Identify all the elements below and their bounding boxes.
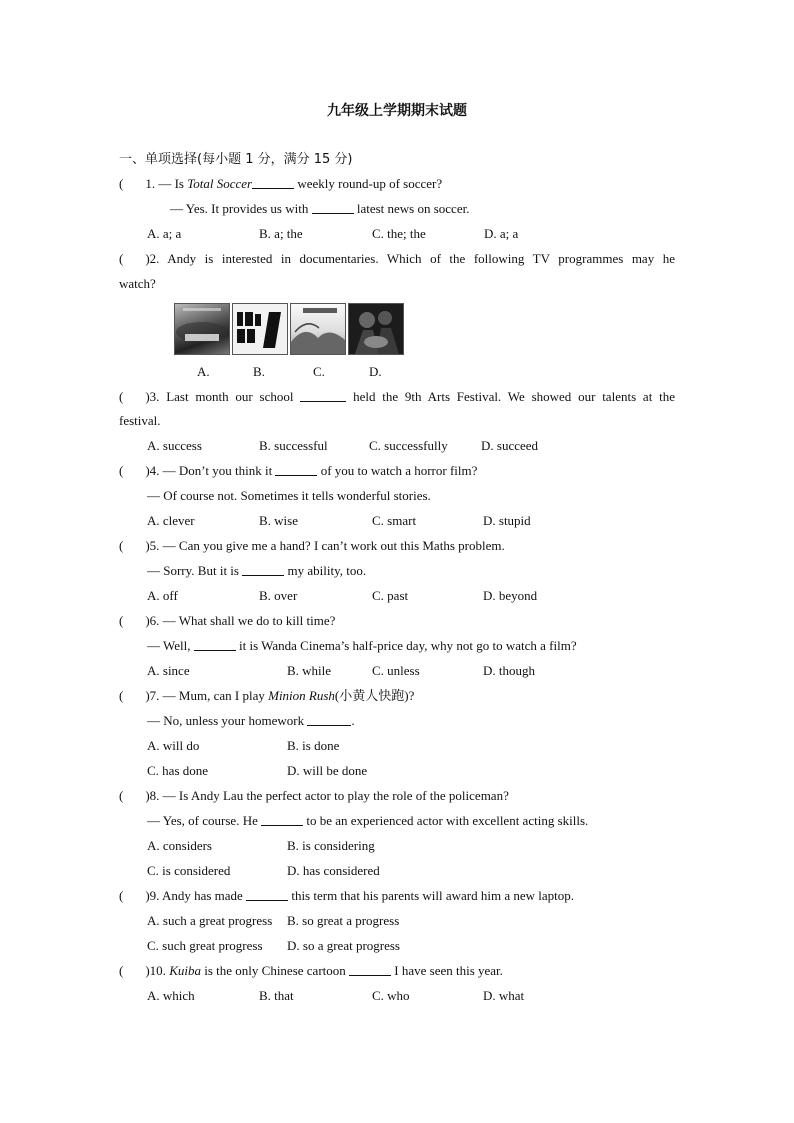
question-8-line-2: — Yes, of course. He to be an experienced actor with excellent acting skills. (147, 813, 589, 828)
image-label-d: D. (369, 364, 382, 379)
question-3: ( )3. Last month our school held the 9th Arts Festival. We showed our talents at the (119, 389, 675, 404)
question-1-line-2: — Yes. It provides us with latest news on soccer. (170, 201, 470, 216)
program-image-d[interactable] (348, 303, 404, 355)
program-image-c[interactable] (290, 303, 346, 355)
option-c[interactable]: C. successfully (369, 438, 448, 453)
question-7: ( )7. — Mum, can I play Minion Rush(小黄人快跑)? (119, 688, 415, 703)
answer-blank (194, 638, 236, 651)
page-title: 九年级上学期期末试题 (327, 103, 467, 119)
option-b[interactable]: B. a; the (259, 226, 303, 241)
question-1: ( 1. — Is Total Soccer weekly round-up of soccer? (119, 176, 443, 191)
option-b[interactable]: B. that (259, 988, 294, 1003)
question-5-line-2: — Sorry. But it is my ability, too. (147, 563, 367, 578)
answer-blank (275, 463, 317, 476)
option-b[interactable]: B. is done (287, 738, 340, 753)
image-label-b: B. (253, 364, 265, 379)
option-c[interactable]: C. such great progress (147, 938, 263, 953)
question-4: ( )4. — Don’t you think it of you to watch a horror film? (119, 463, 478, 478)
answer-blank (261, 813, 303, 826)
option-b[interactable]: B. is considering (287, 838, 375, 853)
answer-blank (300, 389, 346, 402)
option-b[interactable]: B. so great a progress (287, 913, 400, 928)
image-label-c: C. (313, 364, 325, 379)
option-a[interactable]: A. off (147, 588, 178, 603)
question-6-line-2: — Well, it is Wanda Cinema’s half-price day, why not go to watch a film? (147, 638, 577, 653)
question-7-line-2: — No, unless your homework . (147, 713, 355, 728)
option-a[interactable]: A. success (147, 438, 202, 453)
answer-blank (246, 888, 288, 901)
option-c[interactable]: C. past (372, 588, 409, 603)
question-6: ( )6. — What shall we do to kill time? (119, 613, 336, 628)
option-a[interactable]: A. which (147, 988, 195, 1003)
question-9: ( )9. Andy has made this term that his parents will award him a new laptop. (119, 888, 575, 903)
option-d[interactable]: D. beyond (483, 588, 538, 603)
answer-paren: ( (119, 176, 124, 191)
question-5: ( )5. — Can you give me a hand? I can’t work out this Maths problem. (119, 538, 505, 553)
option-c[interactable]: C. is considered (147, 863, 231, 878)
option-d[interactable]: D. will be done (287, 763, 368, 778)
option-a[interactable]: A. such a great progress (147, 913, 273, 928)
option-d[interactable]: D. though (483, 663, 535, 678)
option-b[interactable]: B. successful (259, 438, 328, 453)
question-3-line-2: festival. (119, 413, 161, 428)
image-label-a: A. (197, 364, 210, 379)
option-d[interactable]: D. stupid (483, 513, 531, 528)
option-b[interactable]: B. while (287, 663, 332, 678)
option-c[interactable]: C. the; the (372, 226, 426, 241)
option-c[interactable]: C. unless (372, 663, 420, 678)
option-c[interactable]: C. who (372, 988, 410, 1003)
program-image-b[interactable] (232, 303, 288, 355)
option-b[interactable]: B. wise (259, 513, 298, 528)
answer-blank (307, 713, 351, 726)
option-a[interactable]: A. will do (147, 738, 200, 753)
option-d[interactable]: D. so a great progress (287, 938, 400, 953)
option-a[interactable]: A. a; a (147, 226, 182, 241)
option-a[interactable]: A. since (147, 663, 190, 678)
question-8: ( )8. — Is Andy Lau the perfect actor to play the role of the policeman? (119, 788, 509, 803)
option-c[interactable]: C. smart (372, 513, 417, 528)
option-d[interactable]: D. a; a (484, 226, 519, 241)
option-a[interactable]: A. considers (147, 838, 212, 853)
answer-blank (252, 176, 294, 189)
option-b[interactable]: B. over (259, 588, 298, 603)
option-d[interactable]: D. what (483, 988, 525, 1003)
section-heading: 一、单项选择(每小题 1 分，满分 15 分) (119, 152, 353, 167)
question-10: ( )10. Kuiba is the only Chinese cartoon I have seen this year. (119, 963, 503, 978)
option-d[interactable]: D. has considered (287, 863, 380, 878)
program-image-a[interactable] (174, 303, 230, 355)
option-d[interactable]: D. succeed (481, 438, 539, 453)
option-c[interactable]: C. has done (147, 763, 209, 778)
option-a[interactable]: A. clever (147, 513, 195, 528)
answer-blank (349, 963, 391, 976)
question-2: ( )2. Andy is interested in documentaries. Which of the following TV programmes may he (119, 251, 675, 266)
question-4-line-2: — Of course not. Sometimes it tells wonderful stories. (147, 488, 431, 503)
answer-blank (312, 201, 354, 214)
question-2-line-2: watch? (119, 276, 156, 291)
answer-blank (242, 563, 284, 576)
